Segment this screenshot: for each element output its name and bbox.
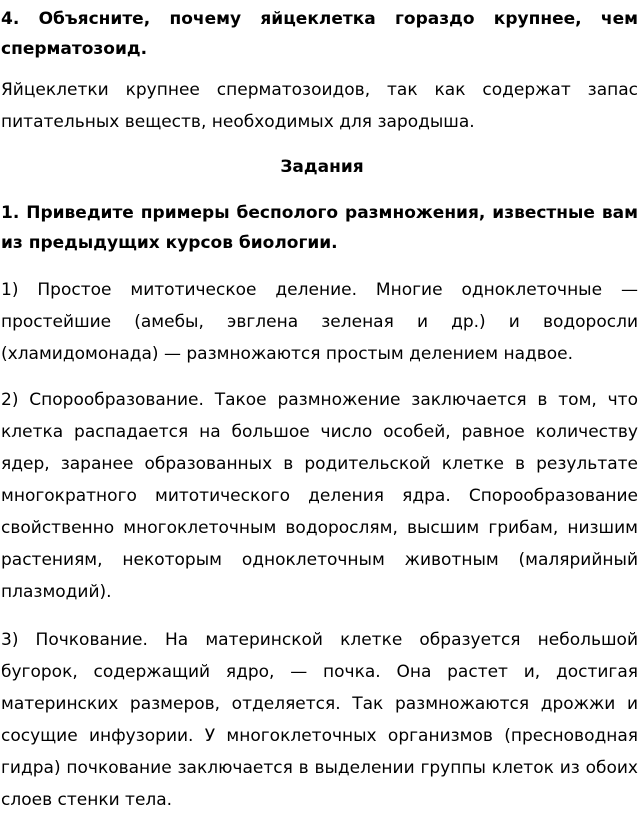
task-1-paragraph-3: 3) Почкование. На материнской клетке образуется небольшой бугорок, содержащий ядро, — почка. Она растет и, достигая материнских размеров, отделяется. Так размножаются дрожжи и сосущие инфузории. У многоклеточных организмов (пресноводная гидра) почкование заключается в выделении группы клеток из обоих слоев стенки тела. <box>1 630 638 810</box>
task-1-title: 1. Приведите примеры бесполого размножения, известные вам из предыдущих курсов биологии. <box>1 203 638 253</box>
question-4-answer: Яйцеклетки крупнее сперматозоидов, так как содержат запас питательных веществ, необходимых для зародыша. <box>1 80 638 132</box>
task-1-paragraph-2: 2) Спорообразование. Такое размножение заключается в том, что клетка распадается на большое число особей, равное количеству ядер, заранее образованных в родительской клетке в результате многократного митотического деления ядра. Спорообразование свойственно многоклеточным водорослям, высшим грибам, низшим растениям, некоторым одноклеточным животным (малярийный плазмодий). <box>1 390 638 602</box>
task-1-paragraph-1: 1) Простое митотическое деление. Многие одноклеточные — простейшие (амебы, эвглена зеленая и др.) и водоросли (хламидомонада) — размножаются простым делением надвое. <box>1 280 638 364</box>
section-heading: Задания <box>280 157 364 177</box>
question-4-title: 4. Объясните, почему яйцеклетка гораздо крупнее, чем сперматозоид. <box>1 9 638 59</box>
